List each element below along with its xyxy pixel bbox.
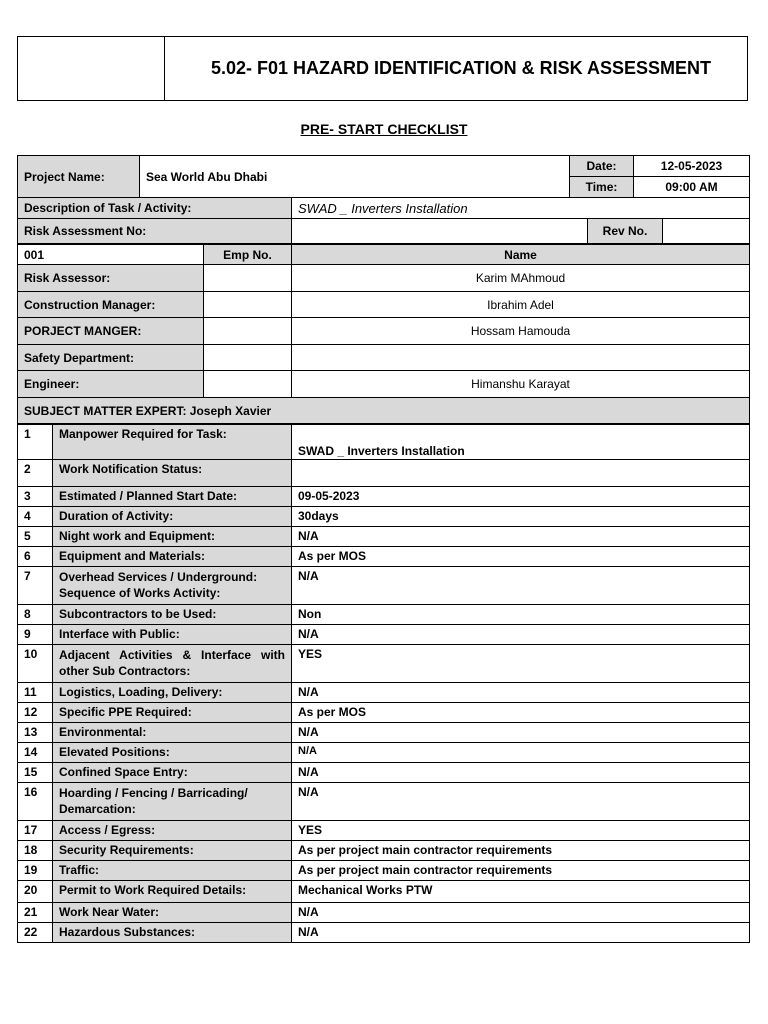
item-label: Specific PPE Required: [53, 703, 292, 723]
time-label: Time: [570, 177, 634, 198]
personnel-role: Safety Department: [18, 345, 204, 371]
name-header: Name [292, 245, 750, 265]
rev-no-value [663, 219, 750, 244]
personnel-emp [204, 265, 292, 292]
item-value: N/A [292, 527, 750, 547]
time-value: 09:00 AM [634, 177, 750, 198]
subject-matter-expert: SUBJECT MATTER EXPERT: Joseph Xavier [18, 398, 750, 424]
item-number: 7 [18, 567, 53, 605]
personnel-emp [204, 292, 292, 318]
document-title: 5.02- F01 HAZARD IDENTIFICATION & RISK ASSESSMENT [210, 58, 712, 78]
item-value: As per MOS [292, 703, 750, 723]
item-label: Adjacent Activities & Interface with other Sub Contractors: [53, 645, 292, 683]
item-value: YES [292, 645, 750, 683]
personnel-emp [204, 318, 292, 345]
item-label: Work Notification Status: [53, 460, 292, 487]
item-value: As per project main contractor requirements [292, 841, 750, 861]
item-number: 22 [18, 923, 53, 943]
item-label: Manpower Required for Task: [53, 425, 292, 460]
personnel-name: Himanshu Karayat [292, 371, 750, 398]
item-value: Non [292, 605, 750, 625]
logo-box [18, 37, 165, 100]
item-value [292, 460, 750, 487]
item-value: N/A [292, 763, 750, 783]
item-label: Equipment and Materials: [53, 547, 292, 567]
item-label: Estimated / Planned Start Date: [53, 487, 292, 507]
personnel-role: PORJECT MANGER: [18, 318, 204, 345]
item-value: N/A [292, 567, 750, 605]
item-number: 2 [18, 460, 53, 487]
item-label: Hoarding / Fencing / Barricading/ Demarcation: [53, 783, 292, 821]
item-value: YES [292, 821, 750, 841]
item-number: 12 [18, 703, 53, 723]
item-value: N/A [292, 723, 750, 743]
item-number: 14 [18, 743, 53, 763]
item-number: 9 [18, 625, 53, 645]
personnel-emp [204, 345, 292, 371]
personnel-name: Karim MAhmoud [292, 265, 750, 292]
date-label: Date: [570, 156, 634, 177]
item-number: 15 [18, 763, 53, 783]
personnel-name [292, 345, 750, 371]
task-description-label: Description of Task / Activity: [18, 198, 292, 219]
personnel-table [17, 244, 750, 424]
item-label: Overhead Services / Underground: Sequence of Works Activity: [53, 567, 292, 605]
personnel-name: Ibrahim Adel [292, 292, 750, 318]
item-value: N/A [292, 683, 750, 703]
item-number: 19 [18, 861, 53, 881]
item-number: 17 [18, 821, 53, 841]
personnel-name: Hossam Hamouda [292, 318, 750, 345]
item-label: Interface with Public: [53, 625, 292, 645]
item-label: Traffic: [53, 861, 292, 881]
item-label: Hazardous Substances: [53, 923, 292, 943]
item-value: N/A [292, 923, 750, 943]
item-label: Confined Space Entry: [53, 763, 292, 783]
personnel-role: Engineer: [18, 371, 204, 398]
item-label: Duration of Activity: [53, 507, 292, 527]
project-name-value: Sea World Abu Dhabi [140, 156, 570, 198]
item-number: 6 [18, 547, 53, 567]
item-number: 1 [18, 425, 53, 460]
item-number: 5 [18, 527, 53, 547]
risk-assessment-no-label: Risk Assessment No: [18, 219, 292, 244]
personnel-emp [204, 371, 292, 398]
item-label: Subcontractors to be Used: [53, 605, 292, 625]
item-number: 10 [18, 645, 53, 683]
item-label: Elevated Positions: [53, 743, 292, 763]
project-info-table [17, 155, 750, 198]
emp-no-header: Emp No. [204, 245, 292, 265]
item-number: 4 [18, 507, 53, 527]
personnel-role: Construction Manager: [18, 292, 204, 318]
item-value: N/A [292, 743, 750, 763]
item-label: Night work and Equipment: [53, 527, 292, 547]
item-label: Environmental: [53, 723, 292, 743]
item-value: SWAD _ Inverters Installation [292, 425, 750, 460]
item-value: As per project main contractor requirements [292, 861, 750, 881]
item-value: N/A [292, 903, 750, 923]
item-label: Logistics, Loading, Delivery: [53, 683, 292, 703]
item-number: 18 [18, 841, 53, 861]
item-value: N/A [292, 783, 750, 821]
date-value: 12-05-2023 [634, 156, 750, 177]
personnel-role: Risk Assessor: [18, 265, 204, 292]
item-number: 3 [18, 487, 53, 507]
checklist-table [17, 424, 750, 943]
item-label: Permit to Work Required Details: [53, 881, 292, 903]
item-number: 16 [18, 783, 53, 821]
item-label: Security Requirements: [53, 841, 292, 861]
item-value: As per MOS [292, 547, 750, 567]
item-number: 8 [18, 605, 53, 625]
item-value: N/A [292, 625, 750, 645]
risk-assessment-no-value [292, 219, 588, 244]
document-header [17, 36, 748, 101]
personnel-code: 001 [18, 245, 204, 265]
item-number: 11 [18, 683, 53, 703]
project-name-label: Project Name: [18, 156, 140, 198]
item-label: Access / Egress: [53, 821, 292, 841]
item-value: 09-05-2023 [292, 487, 750, 507]
item-number: 20 [18, 881, 53, 903]
item-number: 21 [18, 903, 53, 923]
rev-no-label: Rev No. [588, 219, 663, 244]
section-subtitle: PRE- START CHECKLIST [300, 121, 468, 137]
item-value: 30days [292, 507, 750, 527]
item-value: Mechanical Works PTW [292, 881, 750, 903]
item-number: 13 [18, 723, 53, 743]
task-description-value: SWAD _ Inverters Installation [292, 198, 750, 219]
item-label: Work Near Water: [53, 903, 292, 923]
task-info-table [17, 197, 750, 244]
